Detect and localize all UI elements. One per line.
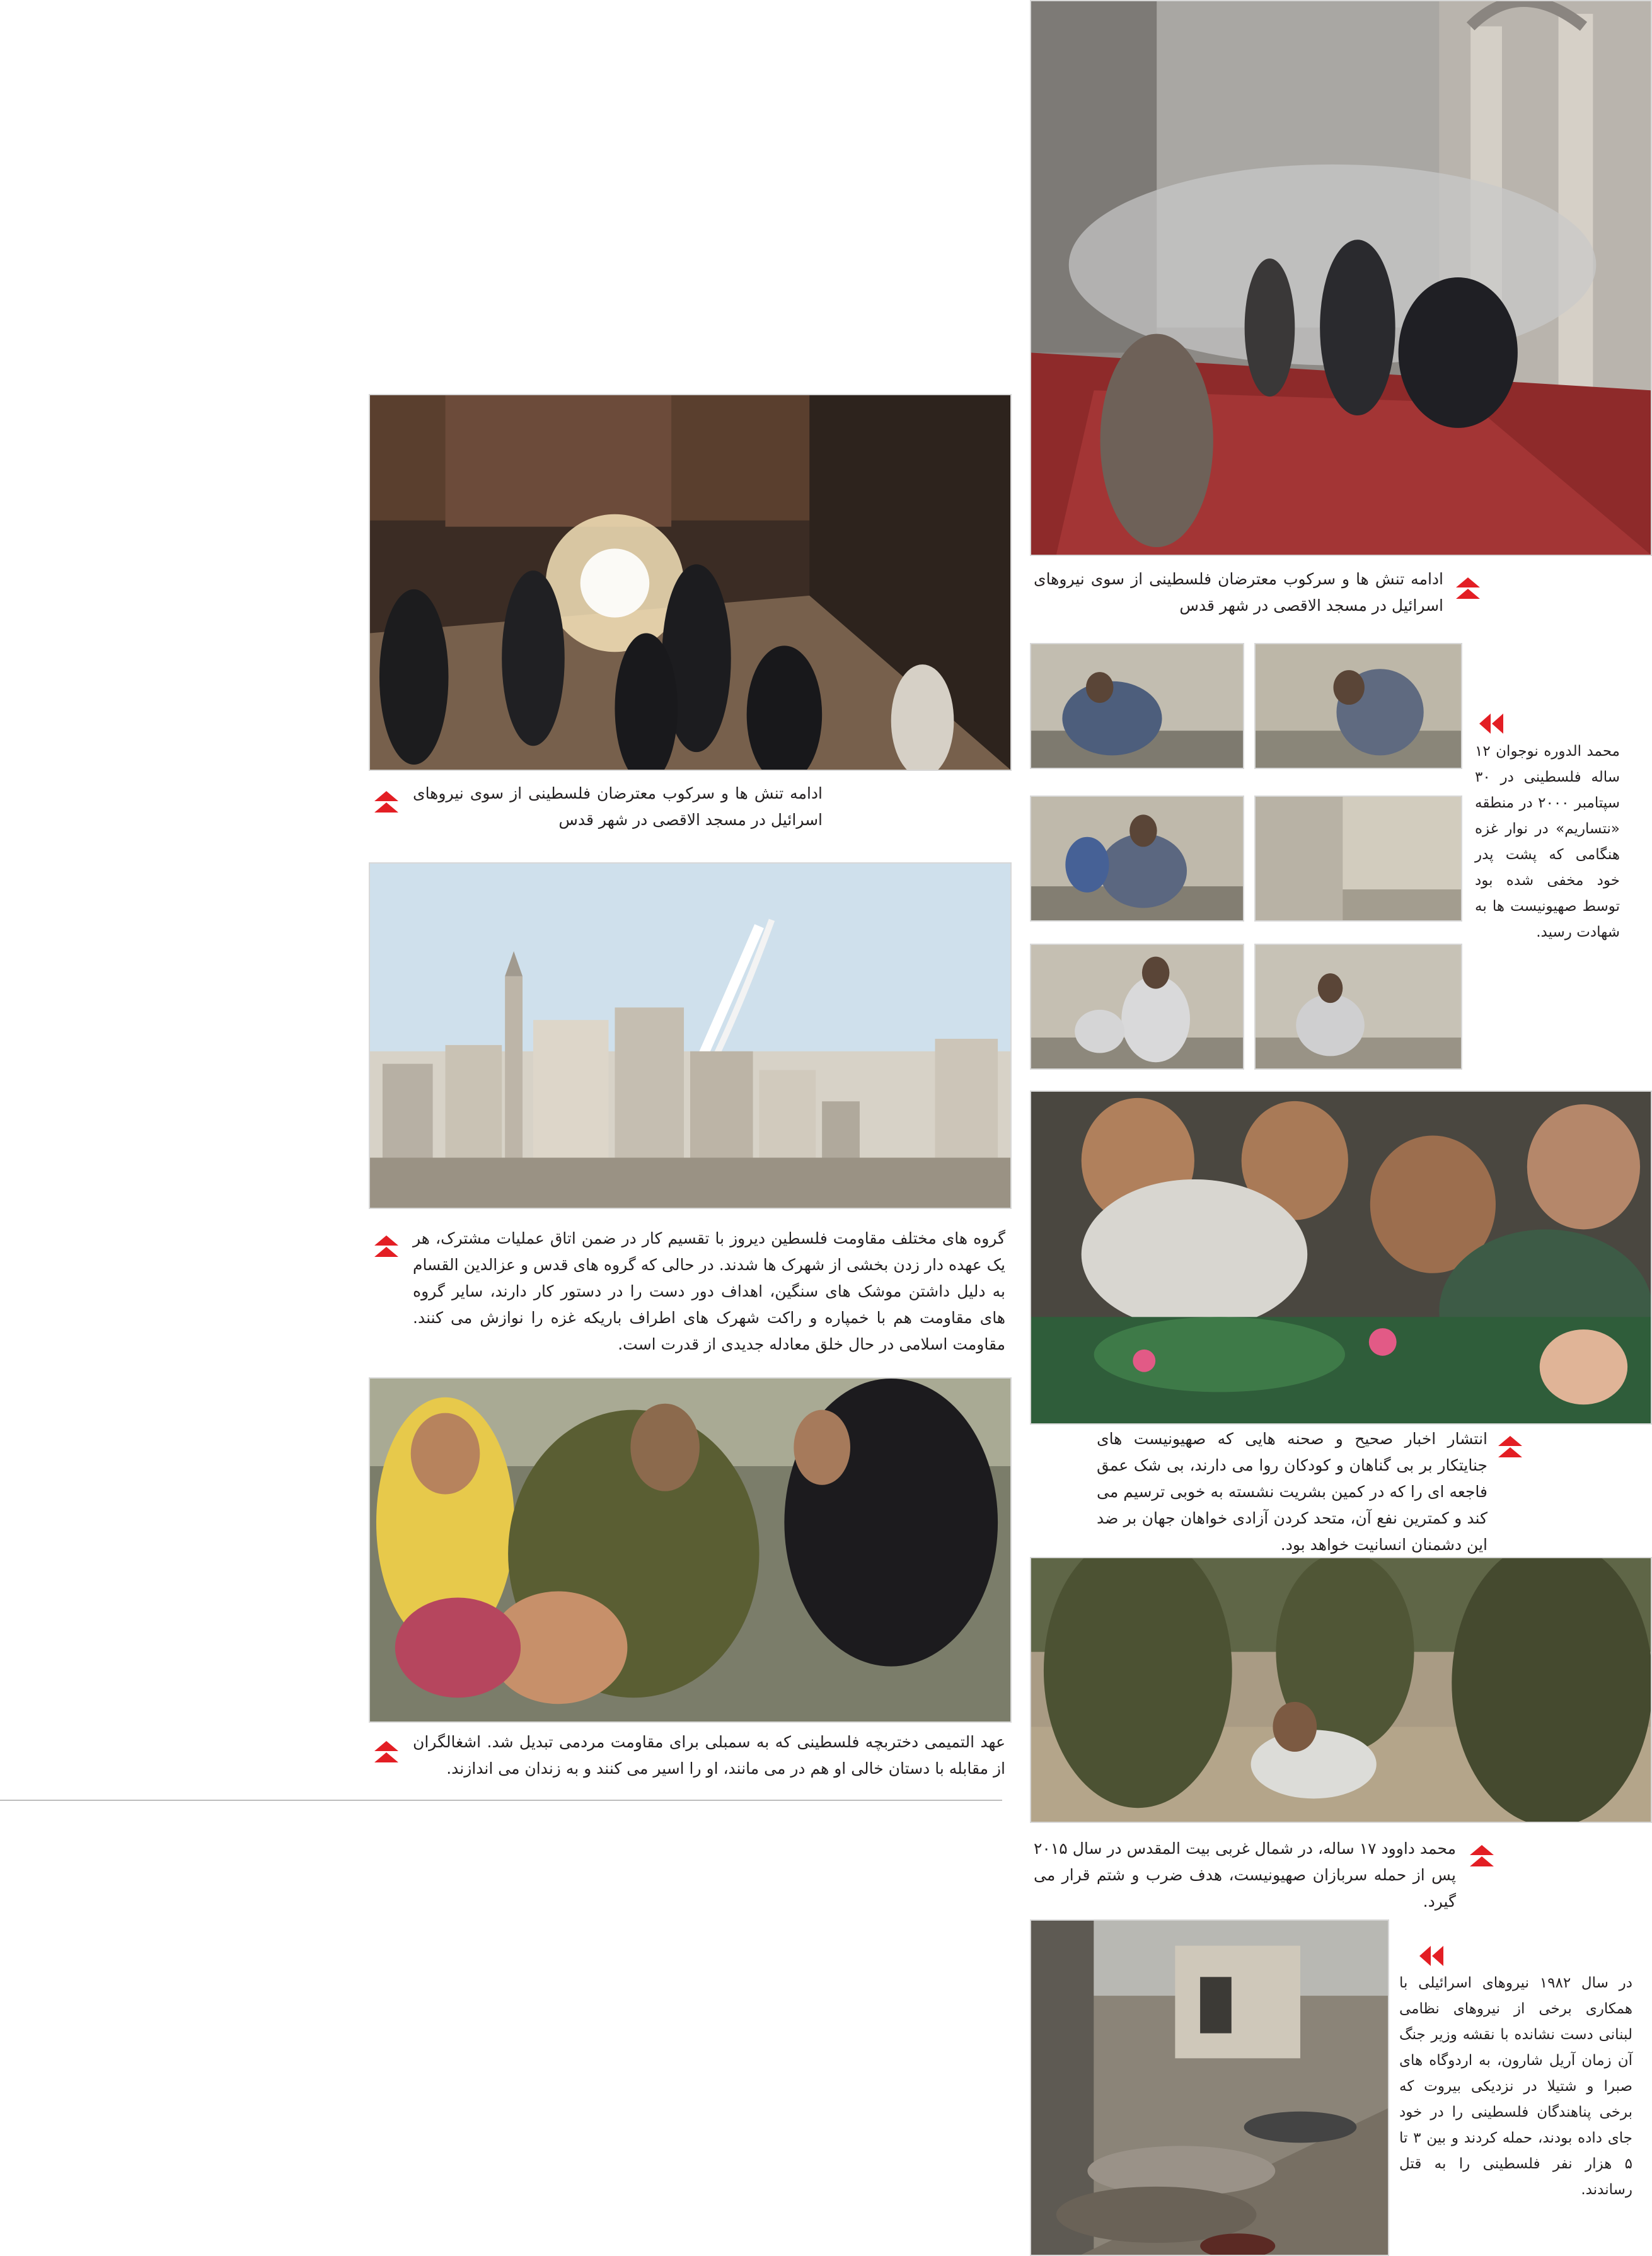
photo-al-durrah-3 (1254, 795, 1462, 922)
photo-al-durrah-6 (1030, 944, 1244, 1070)
caption-aqsa-mosque-2: ادامه تنش ها و سرکوب معترضان فلسطینی از سوی نیروهای اسرائیل در مسجد الاقصی در شهر قدس (413, 784, 823, 829)
caption-marker-icon (1455, 576, 1481, 601)
caption-ahed-tamimi: عهد التمیمی دختربچه فلسطینی که به سمبلی برای مقاومت مردمی تبدیل شد. اشغالگران از مقابله با دستان خالی او هم در می مانند، او را اسیر می کنند و به زندان می اندازند. (413, 1733, 1005, 1778)
caption-marker-icon (1469, 1844, 1495, 1869)
caption-al-durrah: محمد الدوره نوجوان ۱۲ ساله فلسطینی در ۳۰ سپتامبر ۲۰۰۰ در منطقه «نتساریم» در نوار غزه هنگامی که پشت پدر خود مخفی شده بود توسط صهیونیست ها به شهادت رسید. (1475, 743, 1620, 940)
photo-mohammad-dawood (1030, 1557, 1652, 1823)
caption-children-news: انتشار اخبار صحیح و صحنه هایی که صهیونیست های جنایتکار بر بی گناهان و کودکان روا می دارند، بی شک عمق فاجعه ای را که در کمین بشریت نشسته به خوبی ترسیم می کند و کمترین نفع آن، متحد کردن آزادی خواهان جهان بر ضد این دشمنان انسانیت خواهد بود. (1097, 1430, 1487, 1554)
photo-children-mourning (1030, 1090, 1652, 1425)
photo-old-city-police (369, 394, 1012, 771)
photo-al-durrah-4 (1030, 795, 1244, 922)
photo-al-durrah-1 (1254, 643, 1462, 769)
caption-sabra-shatila: در سال ۱۹۸۲ نیروهای اسرائیلی با همکاری برخی از نیروهای نظامی لبنانی دست نشانده با نقشه وزیر جنگ آن زمان آریل شارون، به اردوگاه های صبرا و شتیلا در نزدیکی بیروت که برخی پناهندگان فلسطینی را در خود جای داده بودند، حمله کردند و بین ۳ تا ۵ هزار نفر فلسطینی را به قتل رساندند. (1399, 1975, 1632, 2198)
caption-marker-icon (1478, 711, 1505, 736)
photo-al-durrah-2 (1030, 643, 1244, 769)
caption-marker-icon (373, 1234, 400, 1259)
caption-mohammad-dawood: محمد داوود ۱۷ ساله، در شمال غربی بیت المقدس در سال ۲۰۱۵ پس از حمله سربازان صهیونیست، هدف ضرب و شتم قرار می گیرد. (1034, 1839, 1457, 1911)
photo-gaza-rockets (369, 862, 1012, 1209)
caption-marker-icon (1497, 1435, 1523, 1460)
caption-aqsa-mosque-1: ادامه تنش ها و سرکوب معترضان فلسطینی از سوی نیروهای اسرائیل در مسجد الاقصی در شهر قدس (1034, 570, 1443, 615)
caption-marker-icon (373, 1740, 400, 1765)
caption-marker-icon (1418, 1943, 1445, 1969)
photo-aqsa-mosque-clashes (1030, 0, 1652, 556)
caption-marker-icon (373, 790, 400, 815)
caption-resistance-groups: گروه های مختلف مقاومت فلسطین دیروز با تقسیم کار در ضمن اتاق عملیات مشترک، هر یک عهده دار زدن بخشی از شهرک ها شدند. در حالی که گروه های قدس و عزالدین القسام به دلیل داشتن موشک های سنگین، اهداف دور دست را در دستور کار دارند، سایر گروه های مقاومت هم با خمپاره و راکت شهرک های اطراف باریکه غزه را نوازش می کنند. مقاومت اسلامی در حال خلق معادله جدیدی از قدرت است. (413, 1229, 1005, 1353)
section-divider (0, 1800, 1002, 1801)
photo-sabra-shatila (1030, 1919, 1389, 2256)
photo-ahed-tamimi (369, 1377, 1012, 1723)
photo-al-durrah-5 (1254, 944, 1462, 1070)
